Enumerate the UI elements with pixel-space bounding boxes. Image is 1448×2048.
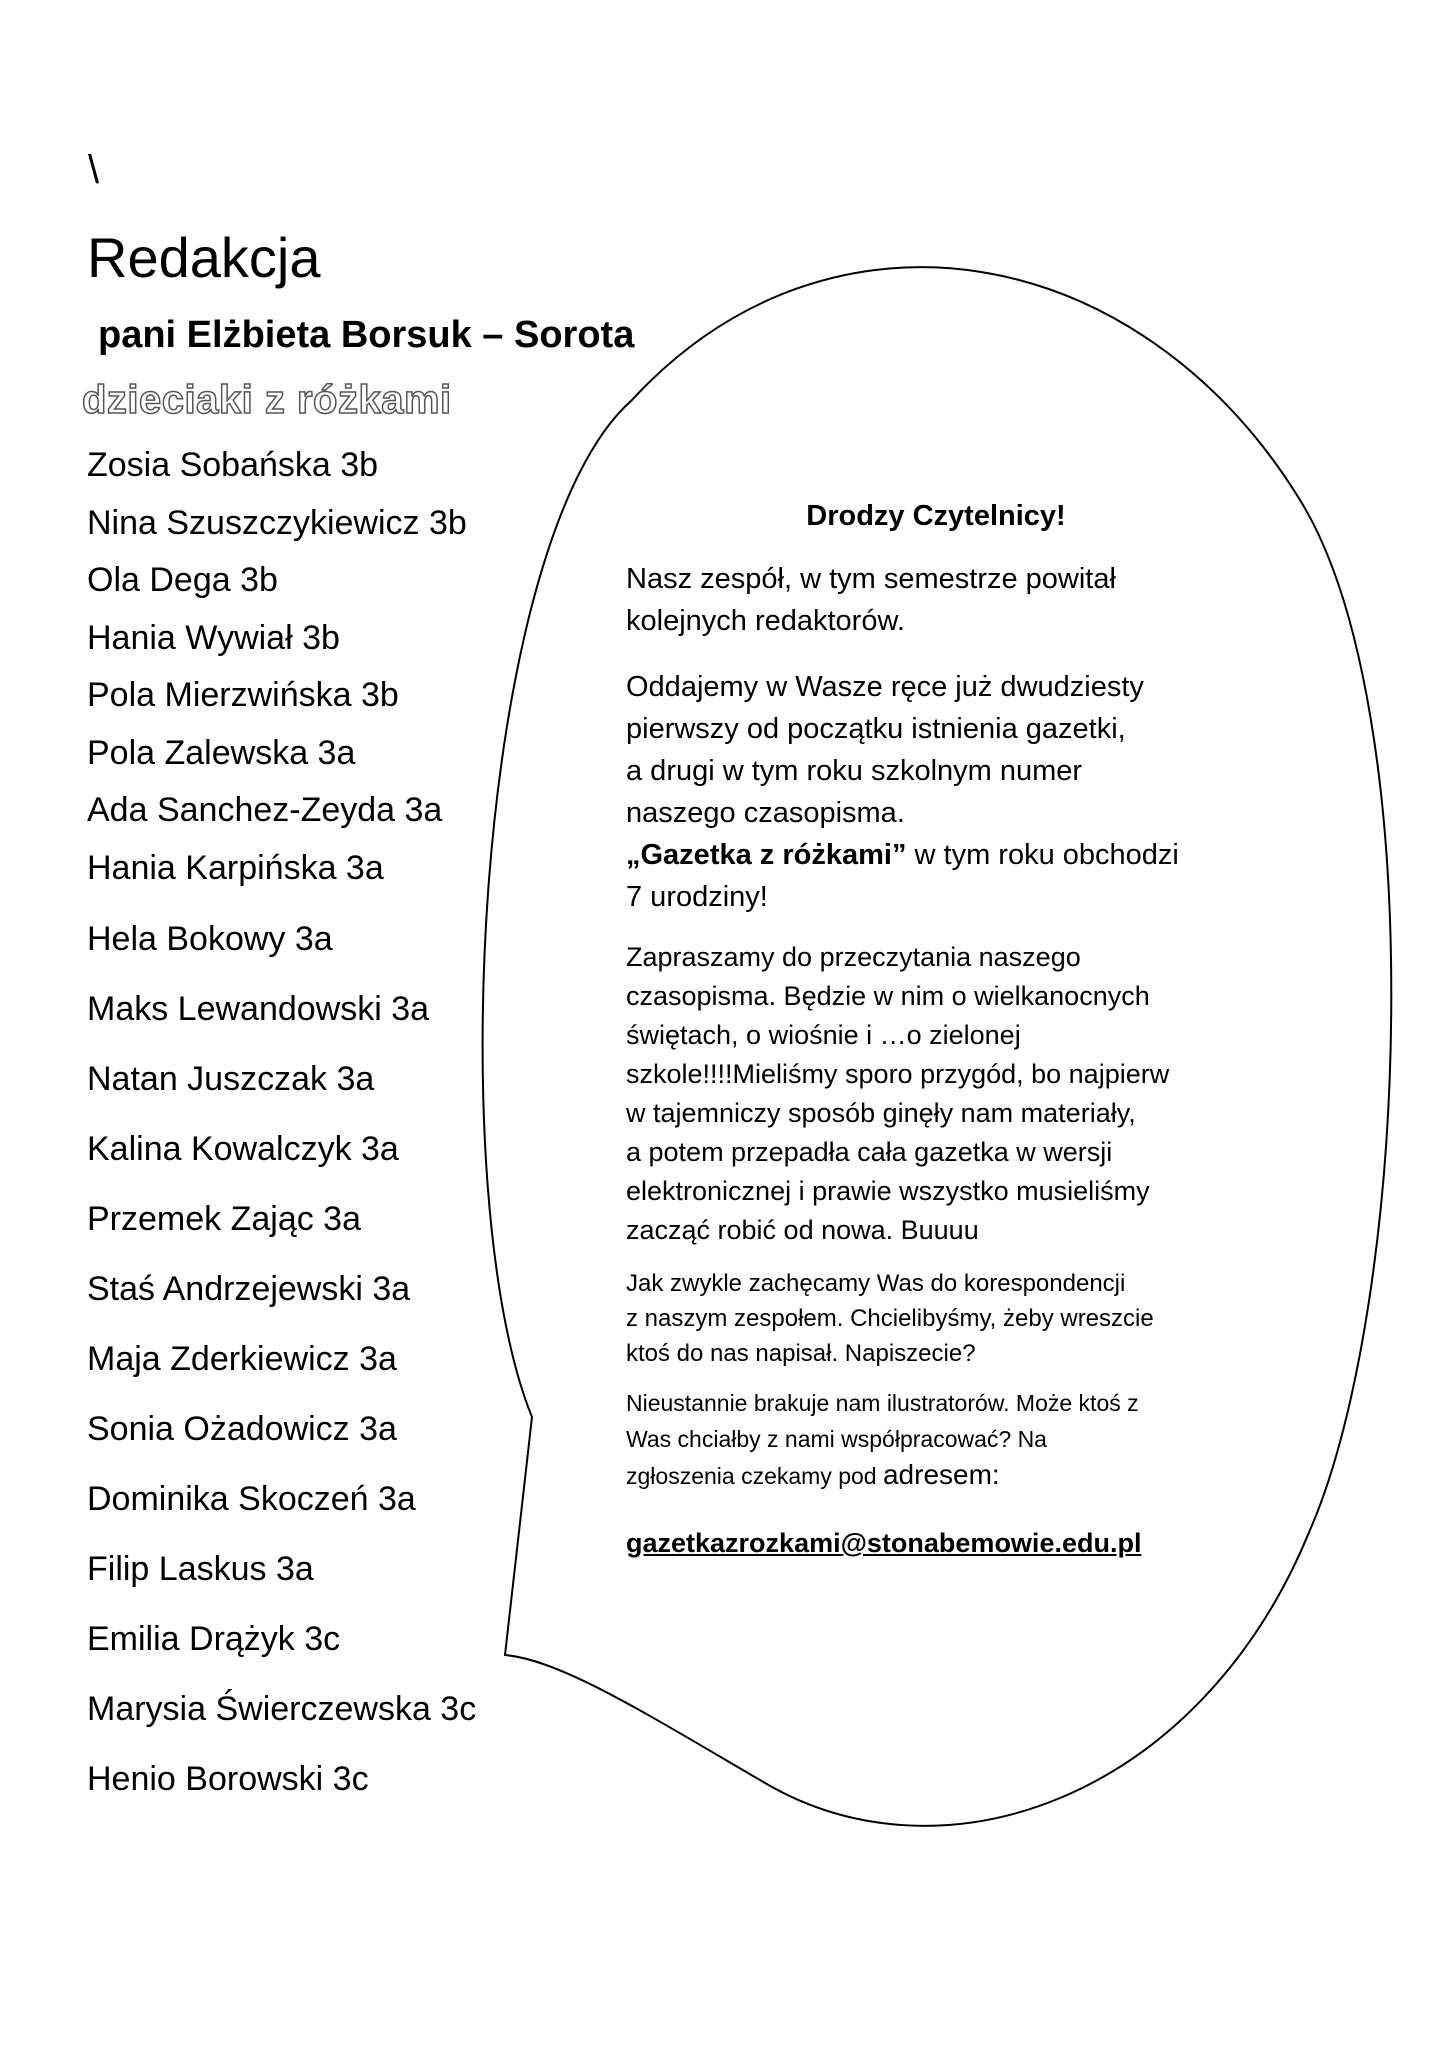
member-item: Hania Karpińska 3a [87,849,384,887]
member-item: Filip Laskus 3a [87,1550,314,1588]
member-item: Emilia Drążyk 3c [87,1620,341,1658]
member-item: Henio Borowski 3c [87,1760,369,1798]
member-item: Staś Andrzejewski 3a [87,1270,411,1308]
teacher-name: pani Elżbieta Borsuk – Sorota [98,314,635,356]
member-item: Maja Zderkiewicz 3a [87,1340,397,1378]
member-item: Ola Dega 3b [87,561,278,599]
gazette-name: „Gazetka z różkami” [626,839,907,871]
letter-paragraph-5: Nieustannie brakuje nam ilustratorów. Może ktoś z Was chciałby z nami współpracować? Na zgłoszenia czekamy pod adresem: [626,1390,1139,1490]
letter-paragraph-2: Oddajemy w Wasze ręce już dwudziesty pierwszy od początku istnienia gazetki, a drugi w tym roku szkolnym numer naszego czasopisma. „Gazetka z różkami” w tym roku obchodzi 7 urodziny! [626,671,1179,913]
member-item: Nina Szuszczykiewicz 3b [87,504,467,542]
member-item: Hela Bokowy 3a [87,920,333,958]
letter-paragraph-4: Jak zwykle zachęcamy Was do korespondencji z naszym zespołem. Chcielibyśmy, żeby wreszcie ktoś do nas napisał. Napiszecie? [626,1270,1154,1367]
contact-email-link[interactable]: gazetkazrozkami@stonabemowie.edu.pl [626,1528,1142,1558]
member-item: Marysia Świerczewska 3c [87,1690,477,1728]
member-item: Przemek Zając 3a [87,1200,361,1238]
member-item: Dominika Skoczeń 3a [87,1480,416,1518]
member-item: Kalina Kowalczyk 3a [87,1130,399,1168]
member-item: Pola Zalewska 3a [87,734,356,772]
letter-paragraph-3: Zapraszamy do przeczytania naszego czasopisma. Będzie w nim o wielkanocnych świętach, o wiośnie i …o zielonej szkole!!!!Mieliśmy sporo przygód, bo najpierw w tajemniczy sposób ginęły nam materiały, a potem przepadła cała gazetka w wersji elektronicznej i prawie wszystko musieliśmy zacząć robić od nowa. Buuuu [626,942,1170,1245]
member-item: Natan Juszczak 3a [87,1060,375,1098]
member-item: Maks Lewandowski 3a [87,990,430,1028]
member-item: Hania Wywiał 3b [87,619,340,657]
member-item: Sonia Ożadowicz 3a [87,1410,397,1448]
member-item: Pola Mierzwińska 3b [87,676,399,714]
member-item: Ada Sanchez-Zeyda 3a [87,791,443,829]
member-item: Zosia Sobańska 3b [87,446,379,484]
editorial-letter [626,498,1246,1559]
page-title: Redakcja [87,226,321,289]
letter-paragraph-1: Nasz zespół, w tym semestrze powitał kolejnych redaktorów. [626,563,1116,637]
letter-greeting: Drodzy Czytelnicy! [806,500,1066,532]
backslash-mark: \ [88,148,100,192]
team-name: dzieciaki z różkami [82,378,452,422]
